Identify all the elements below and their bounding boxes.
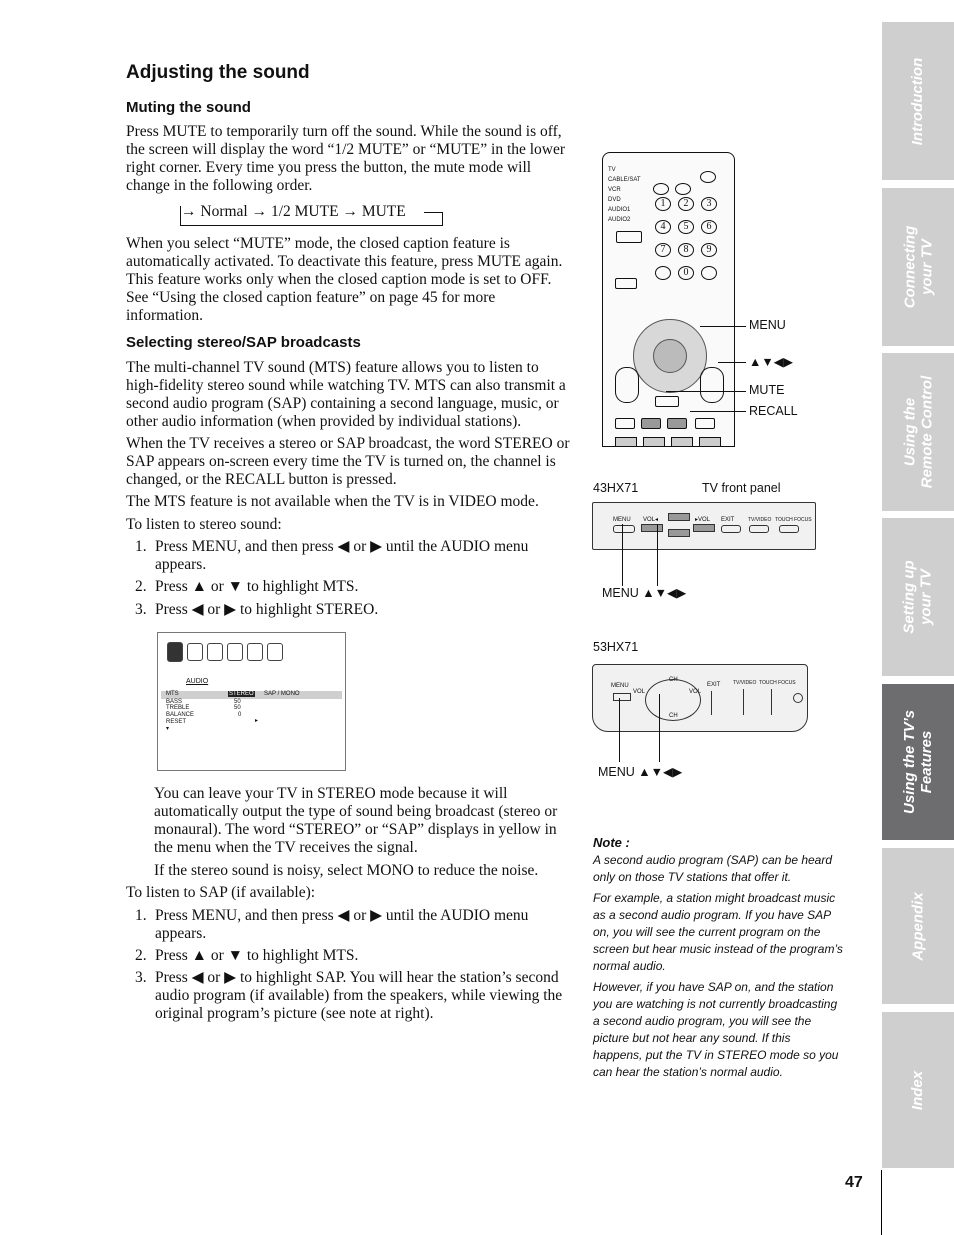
balance-arrow-icon: ▸ [255,718,259,724]
remote-menu-label: MENU [749,318,786,332]
menu-row-label: RESET [166,719,187,725]
panel53-menu-button[interactable] [613,693,631,701]
panel53-arrow-callout [659,694,660,762]
setup-menu-icon [207,643,223,661]
skip-back-button[interactable] [671,437,693,447]
tab-connecting-your-tv[interactable]: Connecting your TV [882,188,954,346]
source-dvd-label: DVD [608,197,621,203]
panel53-vol-plus-label: VOL [689,689,702,695]
panel53-callout-label: MENU ▲▼◀▶ [598,765,683,779]
arrows-callout-line [718,362,746,363]
panel-vol-plus-label: ▸VOL [695,517,711,523]
stereo-paragraph-2: When the TV receives a stereo or SAP broadcast, the word STEREO or SAP appears on-screen every time the TV is turned on, the channel is changed, or the RECALL button is pressed. [126,435,570,488]
muting-paragraph-2: When you select “MUTE” mode, the closed caption feature is automatically activated. To deactivate this feature, press MUTE again. This feature works only when the closed caption mode is set to OFF. See “Using the closed caption feature” on page 45 for more information. [126,235,563,324]
mts-options: SAP / MONO [264,691,300,697]
digit-8-button[interactable]: 8 [678,243,694,257]
digit-6-button[interactable]: 6 [701,220,717,234]
menu-row-value: 50 [234,705,241,711]
mute-cycle-diagram [180,203,444,225]
panel53-touch-focus-label: TOUCH FOCUS [759,680,796,686]
sap-step-1: 1. Press MENU, and then press ◀ or ▶ until the AUDIO menu appears. [135,907,529,942]
action-button[interactable] [615,278,637,289]
digit-9-button[interactable]: 9 [701,243,717,257]
panel-touch-focus-label: TOUCH FOCUS [775,517,812,523]
audio-menu-screen [157,632,346,771]
sap-step-3: 3. Press ◀ or ▶ to highlight SAP. You will hear the station’s second audio program (if available) from the speakers, while viewing the original program’s picture (see note at right). [135,969,563,1022]
panel-exit-button[interactable] [721,525,741,533]
digit-0-button[interactable]: 0 [678,266,694,280]
panel53-ch-up-label: CH [669,677,678,683]
lock-menu-icon [247,643,263,661]
panel53-menu-label: MENU [611,683,629,689]
mts-value: STEREO [229,691,254,697]
panel53-tv-video-button[interactable] [743,689,744,715]
panel43-callout-label: MENU ▲▼◀▶ [602,586,687,600]
panel53-ch-down-label: CH [669,713,678,719]
power-button[interactable] [700,171,716,183]
ent-button[interactable] [701,266,717,280]
panel-tv-video-button[interactable] [749,525,769,533]
source-tv-label: TV [608,167,616,173]
recall-button[interactable] [667,418,687,429]
digit-2-button[interactable]: 2 [678,197,694,211]
stereo-heading: Selecting stereo/SAP broadcasts [126,334,361,351]
note-paragraph-1: A second audio program (SAP) can be heard only on those TV stations that offer it. [593,853,833,884]
panel53-touch-focus-button[interactable] [771,689,772,715]
100-button[interactable] [655,266,671,280]
stereo-paragraph-5: If the stereo sound is noisy, select MONO to reduce the noise. [154,862,539,879]
panel-vol-down-button[interactable] [641,524,663,532]
stereo-paragraph-4: You can leave your TV in STEREO mode because it will automatically output the type of sound being broadcast (stereo or monaural). The word “STEREO” or “SAP” displays in yellow in the menu when the TV receives the signal. [154,785,558,856]
menu-row-value: 50 [234,699,241,705]
menu-row-label: BALANCE [166,712,195,718]
mute-button[interactable] [641,418,661,429]
page-title: Adjusting the sound [126,62,310,83]
panel-tv-video-label: TV/VIDEO [748,517,772,523]
tab-using-remote-control[interactable]: Using the Remote Control [882,353,954,511]
digit-5-button[interactable]: 5 [678,220,694,234]
tab-using-tvs-features[interactable]: Using the TV’s Features [882,684,954,840]
channel-rocker[interactable] [615,367,639,403]
page-number: 47 [845,1174,863,1191]
remote-mute-label: MUTE [749,383,785,397]
panel-ch-down-button[interactable] [668,529,690,537]
source-cable-label: CABLE/SAT [608,177,641,183]
panel53-vol-minus-label: VOL [633,689,646,695]
model-53-label: 53HX71 [593,640,639,654]
menu-title: AUDIO [186,678,209,685]
input-button[interactable] [615,418,635,429]
stereo-paragraph-1: The multi-channel TV sound (MTS) feature allows you to listen to high-fidelity stereo sound while watching TV. MTS can also transmit a second audio program (SAP) containing a second language, music, or other audio information (when provided by individual stations). [126,359,566,430]
tab-setting-up-your-tv[interactable]: Setting up your TV [882,518,954,676]
note-box [593,835,843,1081]
panel43-arrow-callout [657,524,658,586]
menu-callout-line [700,326,746,327]
note-paragraph-2: For example, a station might broadcast music as a second audio program. If you have SAP on, you will see the current program on the screen but hear music instead of the program’s normal audio. [593,891,843,973]
source-audio1-label: AUDIO1 [608,207,631,213]
stereo-step-1: 1. Press MENU, and then press ◀ or ▶ until the AUDIO menu appears. [135,538,529,573]
panel-menu-button[interactable] [613,525,635,533]
menu-enter-button[interactable] [653,339,687,373]
source-selector [608,159,648,243]
option-menu-icon [227,643,243,661]
tab-appendix[interactable]: Appendix [882,848,954,1004]
note-paragraph-3: However, if you have SAP on, and the station you are watching is not currently broadcasting a second audio program, you will see the picture but not hear any sound. If this happens, put the TV in STEREO mode so you can hear the station’s normal audio. [593,980,839,1079]
mute-callout-line [666,391,746,392]
front-panel-53 [592,664,808,732]
menu-icon-row [167,642,287,662]
skip-forward-button[interactable] [699,437,721,447]
remote-control-illustration [602,152,735,447]
scroll-down-icon: ▾ [166,726,170,732]
listen-sap-label: To listen to SAP (if available): [126,884,316,901]
menu-row-label: MTS [166,691,179,697]
sleep-button[interactable] [675,183,691,195]
mode-button[interactable] [616,231,642,243]
muting-paragraph-1: Press MUTE to temporarily turn off the sound. While the sound is off, the screen will display the word “1/2 MUTE” or “MUTE” in the lower right corner. Every time you press the button, the mute mode will change in the following order. [126,123,566,194]
menu-row-label: TREBLE [166,705,190,711]
muting-heading: Muting the sound [126,99,251,116]
volume-rocker[interactable] [700,367,724,403]
ch-rtn-button[interactable] [695,418,715,429]
tab-introduction[interactable]: Introduction [882,22,954,180]
digit-4-button[interactable]: 4 [655,220,671,234]
picture-menu-icon [187,643,203,661]
listen-stereo-label: To listen to stereo sound: [126,516,282,533]
menu-row-value: 0 [238,712,242,718]
digit-3-button[interactable]: 3 [701,197,717,211]
panel-exit-label: EXIT [721,517,735,523]
menu-row-label: BASS [166,699,183,705]
theater-menu-icon [267,643,283,661]
front-panel-caption: TV front panel [702,481,781,495]
panel-vol-minus-label: VOL◂ [643,517,659,523]
exit-button[interactable] [655,396,679,407]
panel43-menu-callout [622,524,623,586]
stereo-step-2: 2. Press ▲ or ▼ to highlight MTS. [135,578,359,595]
stereo-step-3: 3. Press ◀ or ▶ to highlight STEREO. [135,601,379,618]
stereo-paragraph-3: The MTS feature is not available when the TV is in VIDEO mode. [126,493,539,510]
source-vcr-label: VCR [608,187,621,193]
panel53-menu-callout [619,698,620,762]
panel53-exit-button[interactable] [711,691,712,715]
digit-7-button[interactable]: 7 [655,243,671,257]
panel-ch-up-button[interactable] [668,513,690,521]
source-audio2-label: AUDIO2 [608,217,631,223]
rewind-button[interactable] [615,437,637,447]
remote-arrows-label: ▲▼◀▶ [749,355,793,369]
panel-menu-label: MENU [613,517,631,523]
panel-vol-up-button[interactable] [693,524,715,532]
digit-1-button[interactable]: 1 [655,197,671,211]
panel53-sensor-icon [793,693,803,703]
light-button[interactable] [653,183,669,195]
sap-step-2: 2. Press ▲ or ▼ to highlight MTS. [135,947,359,964]
margin-rule [881,1170,882,1235]
panel-touch-focus-button[interactable] [779,525,799,533]
model-43-label: 43HX71 [593,481,639,495]
play-button[interactable] [643,437,665,447]
panel53-tv-video-label: TV/VIDEO [733,680,757,686]
mute-cycle-text: → Normal → 1/2 MUTE → MUTE [181,203,406,220]
remote-recall-label: RECALL [749,404,798,418]
front-panel-43 [592,502,816,550]
panel53-exit-label: EXIT [707,682,721,688]
audio-menu-icon [167,642,183,662]
tab-index[interactable]: Index [882,1012,954,1168]
note-title: Note : [593,835,630,850]
recall-callout-line [690,411,746,412]
